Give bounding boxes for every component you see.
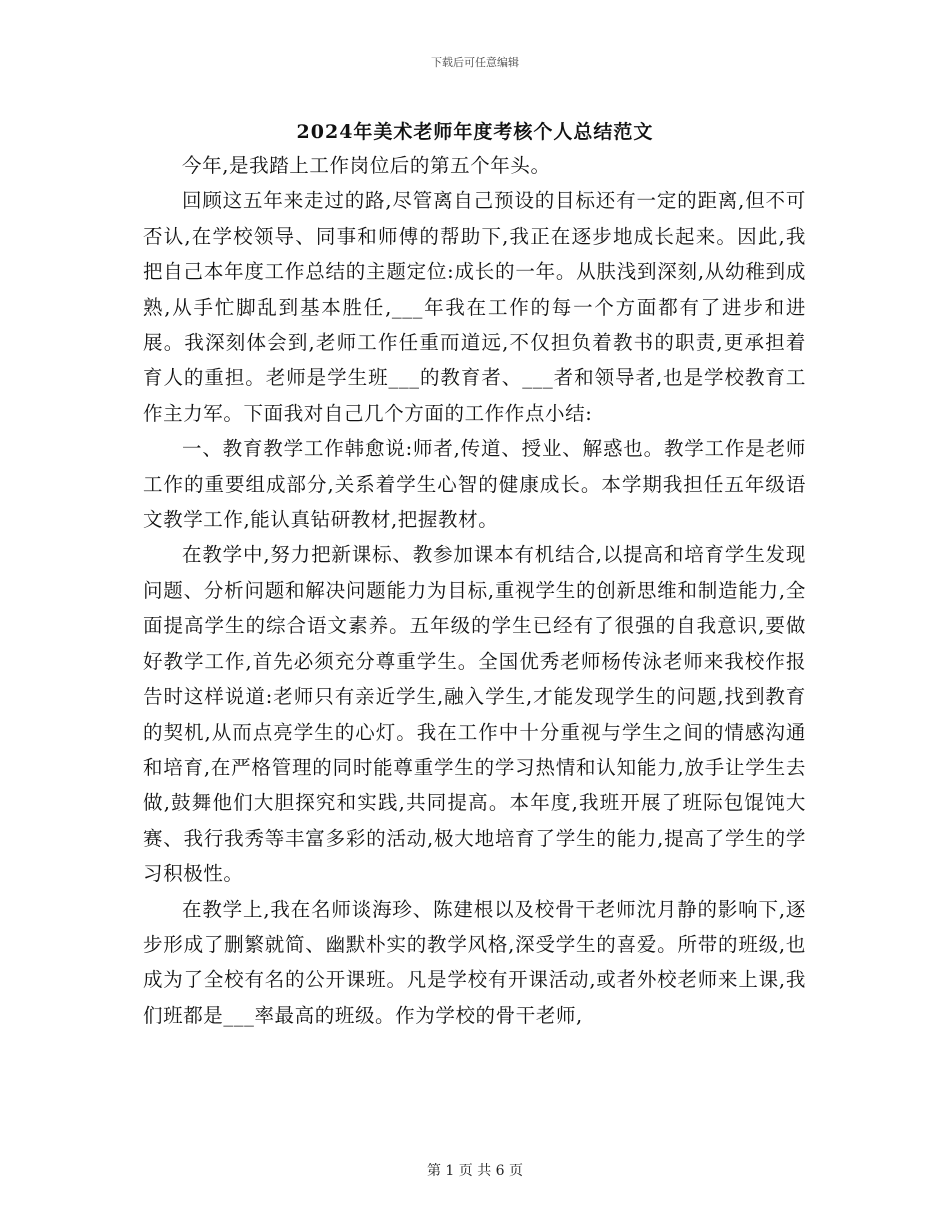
paragraph-4: 在教学中,努力把新课标、教参加课本有机结合,以提高和培育学生发现问题、分析问题和解决问题能力为目标,重视学生的创新思维和制造能力,全面提高学生的综合语文素养。五年级的学生已经有了很强的自我意识,要做好教学工作,首先必须充分尊重学生。全国优秀老师杨传泳老师来我校作报告时这样说道:老师只有亲近学生,融入学生,才能发现学生的问题,找到教育的契机,从而点亮学生的心灯。我在工作中十分重视与学生之间的情感沟通和培育,在严格管理的同时能尊重学生的学习热情和认知能力,放手让学生去做,鼓舞他们大胆探究和实践,共同提高。本年度,我班开展了班际包馄饨大赛、我行我秀等丰富多彩的活动,极大地培育了学生的能力,提高了学生的学习积极性。 — [143, 543, 806, 886]
paragraph-5: 在教学上,我在名师谈海珍、陈建根以及校骨干老师沈月静的影响下,逐步形成了删繁就简、幽默朴实的教学风格,深受学生的喜爱。所带的班级,也成为了全校有名的公开课班。凡是学校有开课活动,或者外校老师来上课,我们班都是___率最高的班级。作为学校的骨干老师, — [143, 897, 806, 1027]
document-body — [143, 148, 806, 1033]
document-title: 2024年美术老师年度考核个人总结范文 — [296, 121, 654, 143]
paragraph-2: 回顾这五年来走过的路,尽管离自己预设的目标还有一定的距离,但不可否认,在学校领导、同事和师傅的帮助下,我正在逐步地成长起来。因此,我把自己本年度工作总结的主题定位:成长的一年。从肤浅到深刻,从幼稚到成熟,从手忙脚乱到基本胜任,___年我在工作的每一个方面都有了进步和进展。我深刻体会到,老师工作任重而道远,不仅担负着教书的职责,更承担着育人的重担。老师是学生班___的教育者、___者和领导者,也是学校教育工作主力军。下面我对自己几个方面的工作作点小结: — [143, 189, 806, 425]
paragraph-3: 一、教育教学工作韩愈说:师者,传道、授业、解惑也。教学工作是老师工作的重要组成部分,关系着学生心智的健康成长。本学期我担任五年级语文教学工作,能认真钻研教材,把握教材。 — [143, 437, 806, 532]
paragraph-1: 今年,是我踏上工作岗位后的第五个年头。 — [182, 154, 551, 177]
page-footer-number: 第 1 页 共 6 页 — [426, 1163, 524, 1179]
page-header-note: 下载后可任意编辑 — [431, 56, 519, 69]
